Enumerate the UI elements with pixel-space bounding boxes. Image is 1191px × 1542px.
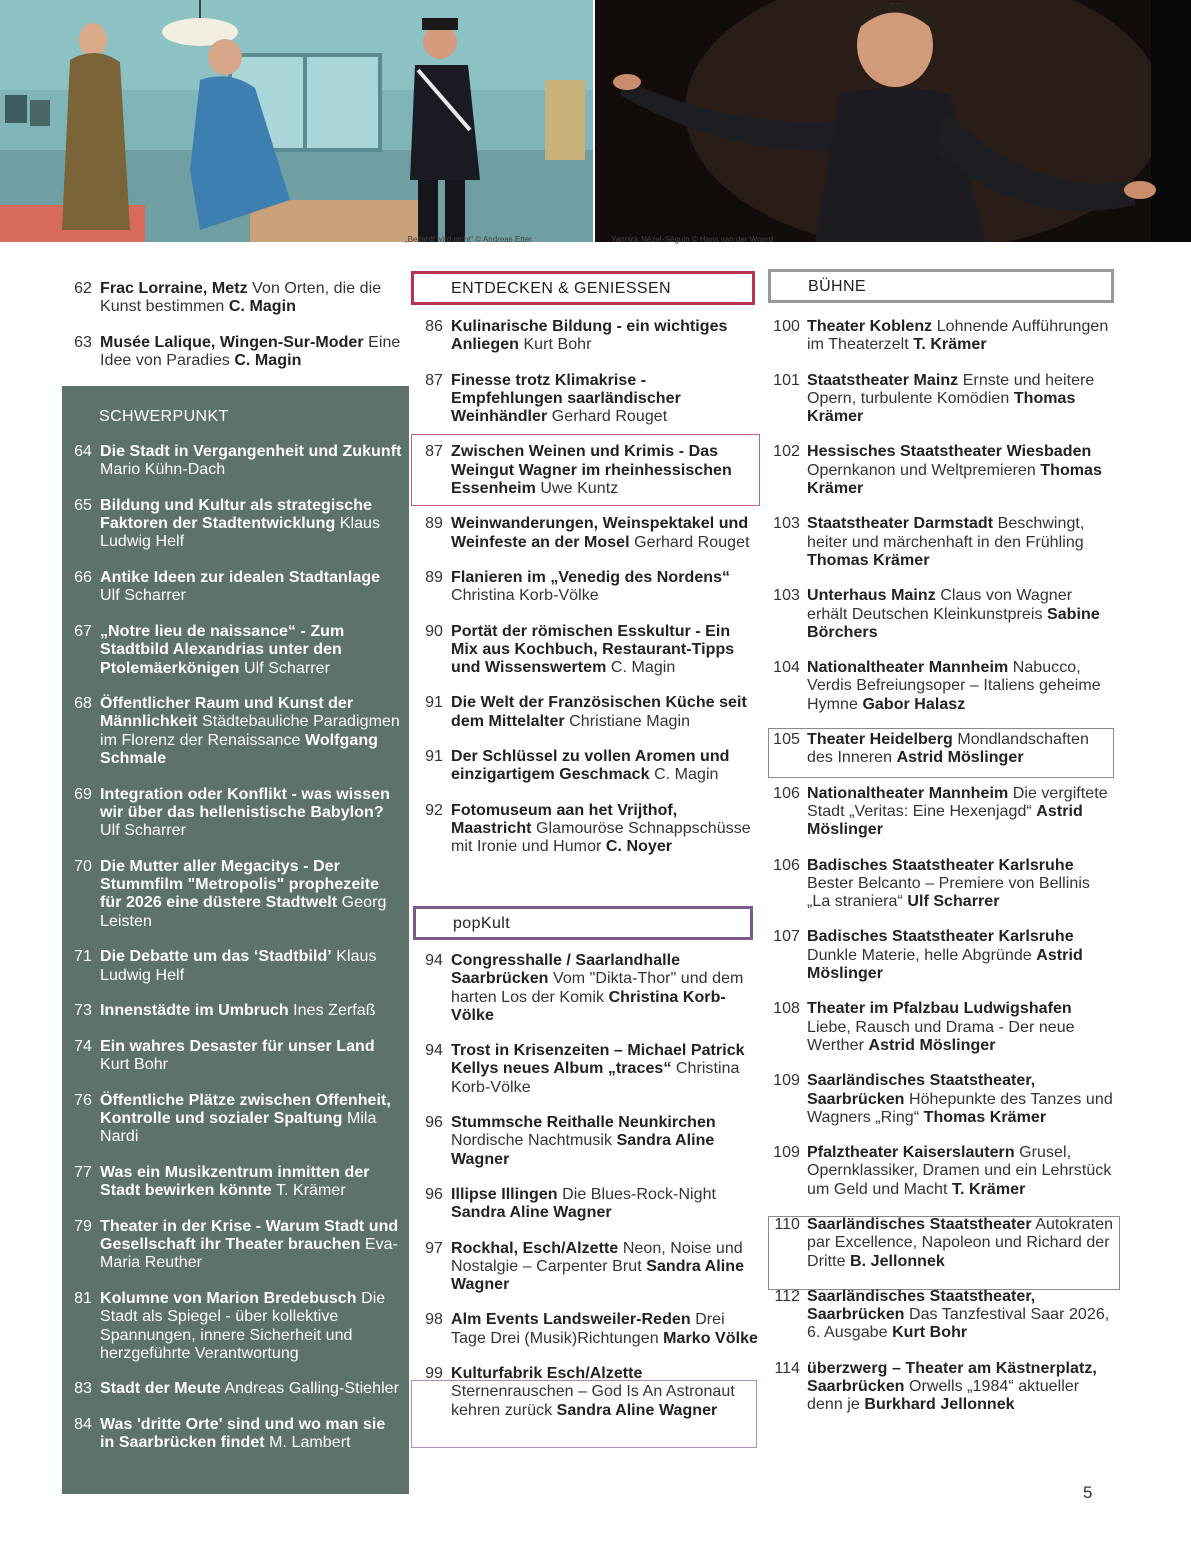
- toc-entry[interactable]: [413, 1240, 758, 1295]
- entry-title: Öffentliche Plätze zwischen Offenheit, Kontrolle und sozialer Spaltung: [100, 1091, 391, 1127]
- entry-title: Badisches Staatstheater Karlsruhe: [807, 928, 1074, 946]
- page-number-ref: 91: [425, 694, 443, 712]
- toc-entry[interactable]: [62, 948, 402, 985]
- entry-title: Trost in Krisenzeiten – Michael Patrick Kellys neues Album „traces“: [451, 1042, 745, 1078]
- toc-entry[interactable]: [770, 1360, 1115, 1415]
- toc-entry[interactable]: [413, 443, 758, 498]
- entry-title: Innenstädte im Umbruch: [100, 1002, 289, 1020]
- conductor-photo: [595, 0, 1191, 242]
- entry-description: Sternenrauschen – God Is An Astronaut kehren zurück: [451, 1383, 735, 1419]
- toc-entry[interactable]: [62, 334, 407, 371]
- page-number-ref: 94: [425, 1042, 443, 1060]
- entry-author: Kurt Bohr: [100, 1056, 169, 1074]
- page-number-ref: 69: [74, 785, 92, 803]
- page-number-ref: 110: [774, 1215, 800, 1233]
- entry-author: Ines Zerfaß: [288, 1002, 376, 1020]
- toc-entry[interactable]: [62, 695, 402, 768]
- page-number-ref: 89: [425, 515, 443, 533]
- entry-title: Flanieren im „Venedig des Nordens“: [451, 568, 731, 586]
- entry-title: Was 'dritte Orte' sind und wo man sie in Saarbrücken findet: [100, 1416, 386, 1452]
- toc-entry[interactable]: [413, 694, 758, 731]
- entry-author: Astrid Möslinger: [868, 1036, 996, 1054]
- toc-entry[interactable]: [62, 786, 402, 841]
- entry-title: Kulturfabrik Esch/Alzette: [451, 1365, 643, 1383]
- page-number-ref: 62: [74, 280, 92, 297]
- entry-author: Mila Nardi: [100, 1109, 377, 1146]
- page-number-ref: 74: [74, 1037, 92, 1055]
- toc-entry[interactable]: [413, 1311, 758, 1348]
- photo-caption-left: „Bezahlt wird nicht“ © Andreas Etter: [405, 235, 532, 244]
- entry-title: Saarländisches Staatstheater, Saarbrücken: [807, 1287, 1036, 1324]
- entry-author: Gabor Halasz: [862, 695, 966, 713]
- entry-description: Mondlandschaften des Inneren: [807, 731, 1089, 767]
- stage-photo-bezahlt-wird-nicht: [0, 0, 593, 242]
- page-number-ref: 67: [74, 622, 92, 640]
- schwerpunkt-list: [62, 443, 402, 1470]
- toc-entry[interactable]: [62, 280, 407, 317]
- entry-author: Sandra Aline Wagner: [451, 1257, 745, 1294]
- toc-entry[interactable]: [413, 372, 758, 427]
- entry-author: Christiane Magin: [564, 712, 691, 730]
- entry-title: Weinwanderungen, Weinspektakel und Weinfeste an der Mosel: [451, 515, 749, 551]
- entry-title: Bildung und Kultur als strategische Faktoren der Stadtentwicklung: [100, 496, 372, 533]
- toc-entry[interactable]: [770, 1072, 1115, 1127]
- page-number-ref: 101: [773, 371, 800, 389]
- entry-author: Mario Kühn-Dach: [100, 461, 226, 479]
- entry-title: Theater in der Krise - Warum Stadt und Gesellschaft ihr Theater brauchen: [100, 1217, 399, 1254]
- toc-entry[interactable]: [62, 1002, 402, 1020]
- entry-title: Stummsche Reithalle Neunkirchen: [451, 1114, 716, 1132]
- page-number-ref: 98: [425, 1311, 443, 1329]
- section-title-schwerpunkt: SCHWERPUNKT: [99, 408, 229, 425]
- entry-author: M. Lambert: [264, 1434, 351, 1452]
- entry-title: Musée Lalique, Wingen-Sur-Moder: [100, 333, 364, 351]
- entry-title: Ein wahres Desaster für unser Land: [100, 1037, 375, 1055]
- section-title-popkult: popKult: [413, 906, 753, 940]
- entry-description: Neon, Noise und Nostalgie – Carpenter Brut: [451, 1239, 743, 1275]
- toc-entry[interactable]: [62, 1092, 402, 1147]
- page-number-ref: 106: [773, 784, 800, 802]
- page-number-ref: 87: [425, 443, 443, 461]
- entry-description: Nordische Nachtmusik: [451, 1132, 617, 1150]
- page-number-ref: 73: [74, 1002, 92, 1020]
- toc-entry[interactable]: [770, 1216, 1115, 1271]
- toc-entry[interactable]: [62, 569, 402, 606]
- entry-title: Portät der römischen Esskultur - Ein Mix aus Kochbuch, Restaurant-Tipps und Wissenswertem: [451, 622, 735, 677]
- entry-author: Klaus Ludwig Helf: [100, 948, 377, 984]
- toc-entry[interactable]: [770, 928, 1115, 983]
- page-number-ref: 99: [425, 1365, 443, 1383]
- entry-title: Staatstheater Mainz: [807, 371, 959, 389]
- entry-title: „Notre lieu de naissance“ - Zum Stadtbild Alexandrias unter den Ptolemäerkönigen: [100, 622, 345, 677]
- page-number-ref: 83: [74, 1380, 92, 1398]
- page-number-ref: 105: [773, 731, 800, 749]
- entry-title: Unterhaus Mainz: [807, 587, 936, 605]
- entry-author: Eva-Maria Reuther: [100, 1236, 398, 1272]
- entry-description: Autokraten par Excellence, Napoleon und Richard der Dritte: [807, 1215, 1114, 1270]
- popkult-list: [413, 952, 758, 1437]
- entry-title: Saarländisches Staatstheater: [807, 1215, 1032, 1233]
- photo-caption-right: Yannick Nézet-Séguin © Hans van der Woerd: [611, 235, 774, 244]
- entry-description: Ernste und heitere Opern, turbulente Komödien: [807, 371, 1095, 407]
- toc-entry[interactable]: [770, 515, 1115, 570]
- toc-entry[interactable]: [770, 857, 1115, 912]
- entry-author: Ulf Scharrer: [100, 587, 186, 605]
- page-number-ref: 104: [773, 659, 800, 677]
- entry-author: Ulf Scharrer: [907, 893, 1000, 911]
- page-number-ref: 97: [425, 1239, 443, 1257]
- page-number-ref: 96: [425, 1185, 443, 1203]
- page-number-ref: 84: [74, 1416, 92, 1434]
- page-number-ref: 71: [74, 948, 92, 966]
- section-title-buehne: BÜHNE: [768, 269, 1114, 303]
- entry-author: Andreas Galling-Stiehler: [220, 1380, 399, 1398]
- entry-title: Integration oder Konflikt - was wissen wir über das hellenistische Babylon?: [100, 785, 390, 821]
- entry-description: Eine Idee von Paradies: [100, 333, 401, 369]
- entry-author: Ulf Scharrer: [239, 659, 330, 677]
- entry-author: C. Noyer: [605, 838, 673, 856]
- entry-description: Vom "Dikta-Thor" und dem harten Los der Komik: [451, 970, 744, 1006]
- toc-entry[interactable]: [770, 659, 1115, 714]
- toc-entry[interactable]: [62, 1416, 402, 1453]
- page-number-ref: 92: [425, 801, 443, 819]
- entry-author: Astrid Möslinger: [896, 749, 1024, 767]
- entry-description: Orwells „1984“ aktueller denn je: [807, 1378, 1080, 1414]
- entry-title: Alm Events Landsweiler-Reden: [451, 1311, 691, 1329]
- entry-title: Öffentlicher Raum und Kunst der Männlichkeit: [100, 695, 354, 731]
- entry-author: Sandra Aline Wagner: [451, 1204, 612, 1222]
- entry-author: Marko Völke: [663, 1329, 758, 1347]
- entry-title: Rockhal, Esch/Alzette: [451, 1239, 619, 1257]
- entry-title: Badisches Staatstheater Karlsruhe: [807, 856, 1074, 874]
- entry-author: B. Jellonnek: [850, 1252, 945, 1270]
- entry-title: Theater Koblenz: [807, 318, 933, 335]
- buehne-list: [770, 318, 1115, 1432]
- entry-title: Saarländisches Staatstheater, Saarbrücken: [807, 1072, 1036, 1108]
- toc-entry[interactable]: [413, 1186, 758, 1223]
- page-number-ref: 77: [74, 1163, 92, 1181]
- entry-author: Gerhard Rouget: [629, 533, 750, 551]
- page-number-ref: 102: [773, 443, 800, 461]
- conductor-photo-illustration: [595, 0, 1191, 242]
- toc-entry[interactable]: [413, 1365, 758, 1420]
- entry-author: Georg Leisten: [100, 894, 387, 930]
- entry-title: Der Schlüssel zu vollen Aromen und einzigartigem Geschmack: [451, 748, 730, 784]
- entry-author: T. Krämer: [913, 336, 987, 354]
- toc-entry[interactable]: [770, 1288, 1115, 1343]
- entry-title: Congresshalle / Saarlandhalle Saarbrücken: [451, 952, 681, 988]
- toc-entry[interactable]: [770, 372, 1115, 427]
- toc-entry[interactable]: [62, 443, 402, 480]
- entry-author: C. Magin: [606, 659, 676, 677]
- entry-title: Hessisches Staatstheater Wiesbaden: [807, 443, 1092, 461]
- entry-author: Christina Korb-Völke: [451, 587, 599, 605]
- toc-entry[interactable]: [770, 443, 1115, 498]
- entry-title: Pfalztheater Kaiserslautern: [807, 1144, 1015, 1162]
- entry-title: Stadt der Meute: [100, 1380, 221, 1398]
- page-number-ref: 91: [425, 748, 443, 766]
- entry-author: C. Magin: [649, 766, 719, 784]
- entry-description: Höhepunkte des Tanzes und Wagners „Ring“: [807, 1090, 1113, 1126]
- page-number-ref: 108: [773, 1000, 800, 1018]
- page-number-ref: 87: [425, 371, 443, 389]
- page-number-ref: 109: [773, 1144, 800, 1162]
- entry-description: Die vergiftete Stadt „Veritas: Eine Hexenjagd“: [807, 784, 1108, 820]
- entry-author: T. Krämer: [271, 1182, 346, 1200]
- toc-entry[interactable]: [413, 802, 758, 857]
- entry-author: Ulf Scharrer: [100, 822, 186, 840]
- page-number-ref: 76: [74, 1091, 92, 1109]
- entry-title: Staatstheater Darmstadt: [807, 515, 994, 533]
- entry-title: Fotomuseum aan het Vrijthof, Maastricht: [451, 801, 678, 837]
- toc-entry[interactable]: [413, 1042, 758, 1097]
- entry-title: Die Debatte um das ‘Stadtbild’: [100, 948, 332, 966]
- entry-description: Das Tanzfestival Saar 2026, 6. Ausgabe: [807, 1306, 1110, 1342]
- entry-description: Lohnende Aufführungen im Theaterzelt: [807, 318, 1109, 354]
- toc-entry[interactable]: [770, 731, 1115, 768]
- toc-entry[interactable]: [62, 1038, 402, 1075]
- entry-description: Opernkanon und Weltpremieren: [807, 461, 1041, 479]
- page-number-ref: 79: [74, 1217, 92, 1235]
- page-number: 5: [1083, 1483, 1093, 1502]
- entry-author: C. Magin: [234, 351, 302, 369]
- entry-author: Sandra Aline Wagner: [556, 1401, 718, 1419]
- entry-description: Die Blues-Rock-Night: [557, 1185, 717, 1203]
- toc-entry[interactable]: [62, 1380, 402, 1398]
- toc-entry[interactable]: [413, 515, 758, 552]
- page-number-ref: 94: [425, 952, 443, 969]
- entry-author: Wolfgang Schmale: [100, 731, 378, 768]
- entry-author: T. Krämer: [951, 1180, 1026, 1198]
- page-number-ref: 106: [773, 856, 800, 874]
- entry-title: Nationaltheater Mannheim: [807, 659, 1009, 677]
- entry-description: Liebe, Rausch und Drama - Der neue Werther: [807, 1018, 1075, 1054]
- page-number-ref: 107: [773, 928, 800, 946]
- entry-author: C. Magin: [228, 298, 296, 316]
- toc-entry[interactable]: [413, 1114, 758, 1169]
- toc-entry[interactable]: [770, 1000, 1115, 1055]
- toc-entry[interactable]: [770, 318, 1115, 355]
- toc-entry[interactable]: [62, 1164, 402, 1201]
- entry-description: Bester Belcanto – Premiere von Bellinis „La straniera“: [807, 874, 1090, 911]
- toc-entry[interactable]: [62, 858, 402, 931]
- entry-description: Claus von Wagner erhält Deutschen Kleinkunstpreis: [807, 587, 1073, 623]
- entry-author: Thomas Krämer: [807, 389, 1076, 426]
- entry-title: Theater im Pfalzbau Ludwigshafen: [807, 1000, 1072, 1018]
- entry-author: Astrid Möslinger: [807, 946, 1083, 983]
- entry-author: Christina Korb-Völke: [451, 988, 726, 1024]
- page-number-ref: 100: [773, 318, 800, 335]
- entry-author: Gerhard Rouget: [547, 408, 668, 426]
- entry-description: Nabucco, Verdis Befreiungsoper – Italiens geheime Hymne: [807, 659, 1101, 713]
- toc-entry[interactable]: [413, 623, 758, 678]
- entry-description: Glamouröse Schnappschüsse mit Ironie und Humor: [451, 819, 751, 856]
- toc-entry[interactable]: [413, 748, 758, 785]
- entry-title: Die Stadt in Vergangenheit und Zukunft: [100, 443, 402, 460]
- entry-title: Finesse trotz Klimakrise - Empfehlungen saarländischer Weinhändler: [451, 371, 681, 426]
- page-number-ref: 81: [74, 1289, 92, 1307]
- page-number-ref: 70: [74, 857, 92, 875]
- entry-title: Zwischen Weinen und Krimis - Das Weingut Wagner im rheinhessischen Essenheim: [451, 443, 732, 498]
- entry-author: Sabine Börchers: [807, 605, 1100, 641]
- page-number-ref: 109: [773, 1072, 800, 1090]
- toc-entry[interactable]: [770, 1144, 1115, 1199]
- entry-description: Von Orten, die die Kunst bestimmen: [100, 280, 382, 316]
- entry-author: Thomas Krämer: [807, 461, 1102, 498]
- entry-title: Nationaltheater Mannheim: [807, 784, 1009, 802]
- entdecken-list: [413, 318, 758, 874]
- entry-title: Die Welt der Französischen Küche seit dem Mittelalter: [451, 694, 747, 730]
- entry-title: überzwerg – Theater am Kästnerplatz, Saarbrücken: [807, 1359, 1097, 1396]
- entry-description: Die Stadt als Spiegel - über kollektive Spannungen, innere Sicherheit und herzgeführte Verantwortung: [100, 1289, 386, 1362]
- page-number-ref: 103: [773, 515, 800, 533]
- entry-title: Was ein Musikzentrum inmitten der Stadt bewirken könnte: [100, 1163, 370, 1200]
- page-number-ref: 114: [774, 1359, 800, 1377]
- page-number-ref: 65: [74, 496, 92, 514]
- entry-description: Drei Tage Drei (Musik)Richtungen: [451, 1311, 725, 1347]
- toc-entry[interactable]: [770, 587, 1115, 642]
- page-number-ref: 89: [425, 568, 443, 586]
- entry-author: Burkhard Jellonnek: [864, 1396, 1015, 1414]
- page-number-ref: 68: [74, 695, 92, 713]
- toc-entry[interactable]: [62, 1290, 402, 1363]
- page-number-ref: 86: [425, 318, 443, 335]
- toc-entry[interactable]: [413, 318, 758, 355]
- toc-entry[interactable]: [413, 952, 758, 1025]
- entry-description: Grusel, Opernklassiker, Dramen und ein Lehrstück um Geld und Macht: [807, 1144, 1112, 1198]
- entry-description: Dunkle Materie, helle Abgründe: [807, 946, 1037, 964]
- page-number-ref: 103: [773, 587, 800, 605]
- entry-author: Sandra Aline Wagner: [451, 1132, 715, 1168]
- entry-author: Kurt Bohr: [518, 336, 592, 354]
- entry-author: Christina Korb-Völke: [451, 1060, 740, 1096]
- toc-entry[interactable]: [62, 623, 402, 678]
- entry-author: Klaus Ludwig Helf: [100, 515, 381, 551]
- page-number-ref: 66: [74, 569, 92, 587]
- entry-title: Frac Lorraine, Metz: [100, 280, 248, 297]
- toc-entry[interactable]: [62, 497, 402, 552]
- toc-entry[interactable]: [62, 1218, 402, 1273]
- page-number-ref: 112: [774, 1287, 800, 1305]
- entry-title: Die Mutter aller Megacitys - Der Stummfilm "Metropolis" prophezeite für 2026 eine düstere Stadtwelt: [100, 857, 380, 912]
- page-number-ref: 63: [74, 333, 92, 351]
- schwerpunkt-section: [62, 386, 409, 1494]
- toc-entry[interactable]: [770, 785, 1115, 840]
- entry-description: Beschwingt, heiter und märchenhaft in den Frühling: [807, 515, 1085, 551]
- entry-title: Theater Heidelberg: [807, 731, 953, 749]
- entry-description: Städtebauliche Paradigmen im Florenz der Renaissance: [100, 713, 400, 749]
- toc-entry[interactable]: [413, 569, 758, 606]
- entry-author: Thomas Krämer: [807, 551, 930, 569]
- entry-author: Kurt Bohr: [892, 1324, 968, 1342]
- section-title-entdecken: ENTDECKEN & GENIESSEN: [411, 271, 755, 305]
- entry-author: Uwe Kuntz: [535, 480, 619, 498]
- stage-photo-illustration: [0, 0, 593, 242]
- entry-author: Thomas Krämer: [923, 1108, 1047, 1126]
- page-number-ref: 64: [74, 443, 92, 460]
- page-number-ref: 90: [425, 622, 443, 640]
- page-number-ref: 96: [425, 1114, 443, 1132]
- entry-title: Antike Ideen zur idealen Stadtanlage: [100, 569, 381, 587]
- entry-author: Astrid Möslinger: [807, 802, 1083, 839]
- entry-title: Kulinarische Bildung - ein wichtiges Anliegen: [451, 318, 728, 354]
- entry-title: Illipse Illingen: [451, 1185, 558, 1203]
- entry-title: Kolumne von Marion Bredebusch: [100, 1289, 357, 1307]
- column-1-top-list: [62, 280, 407, 387]
